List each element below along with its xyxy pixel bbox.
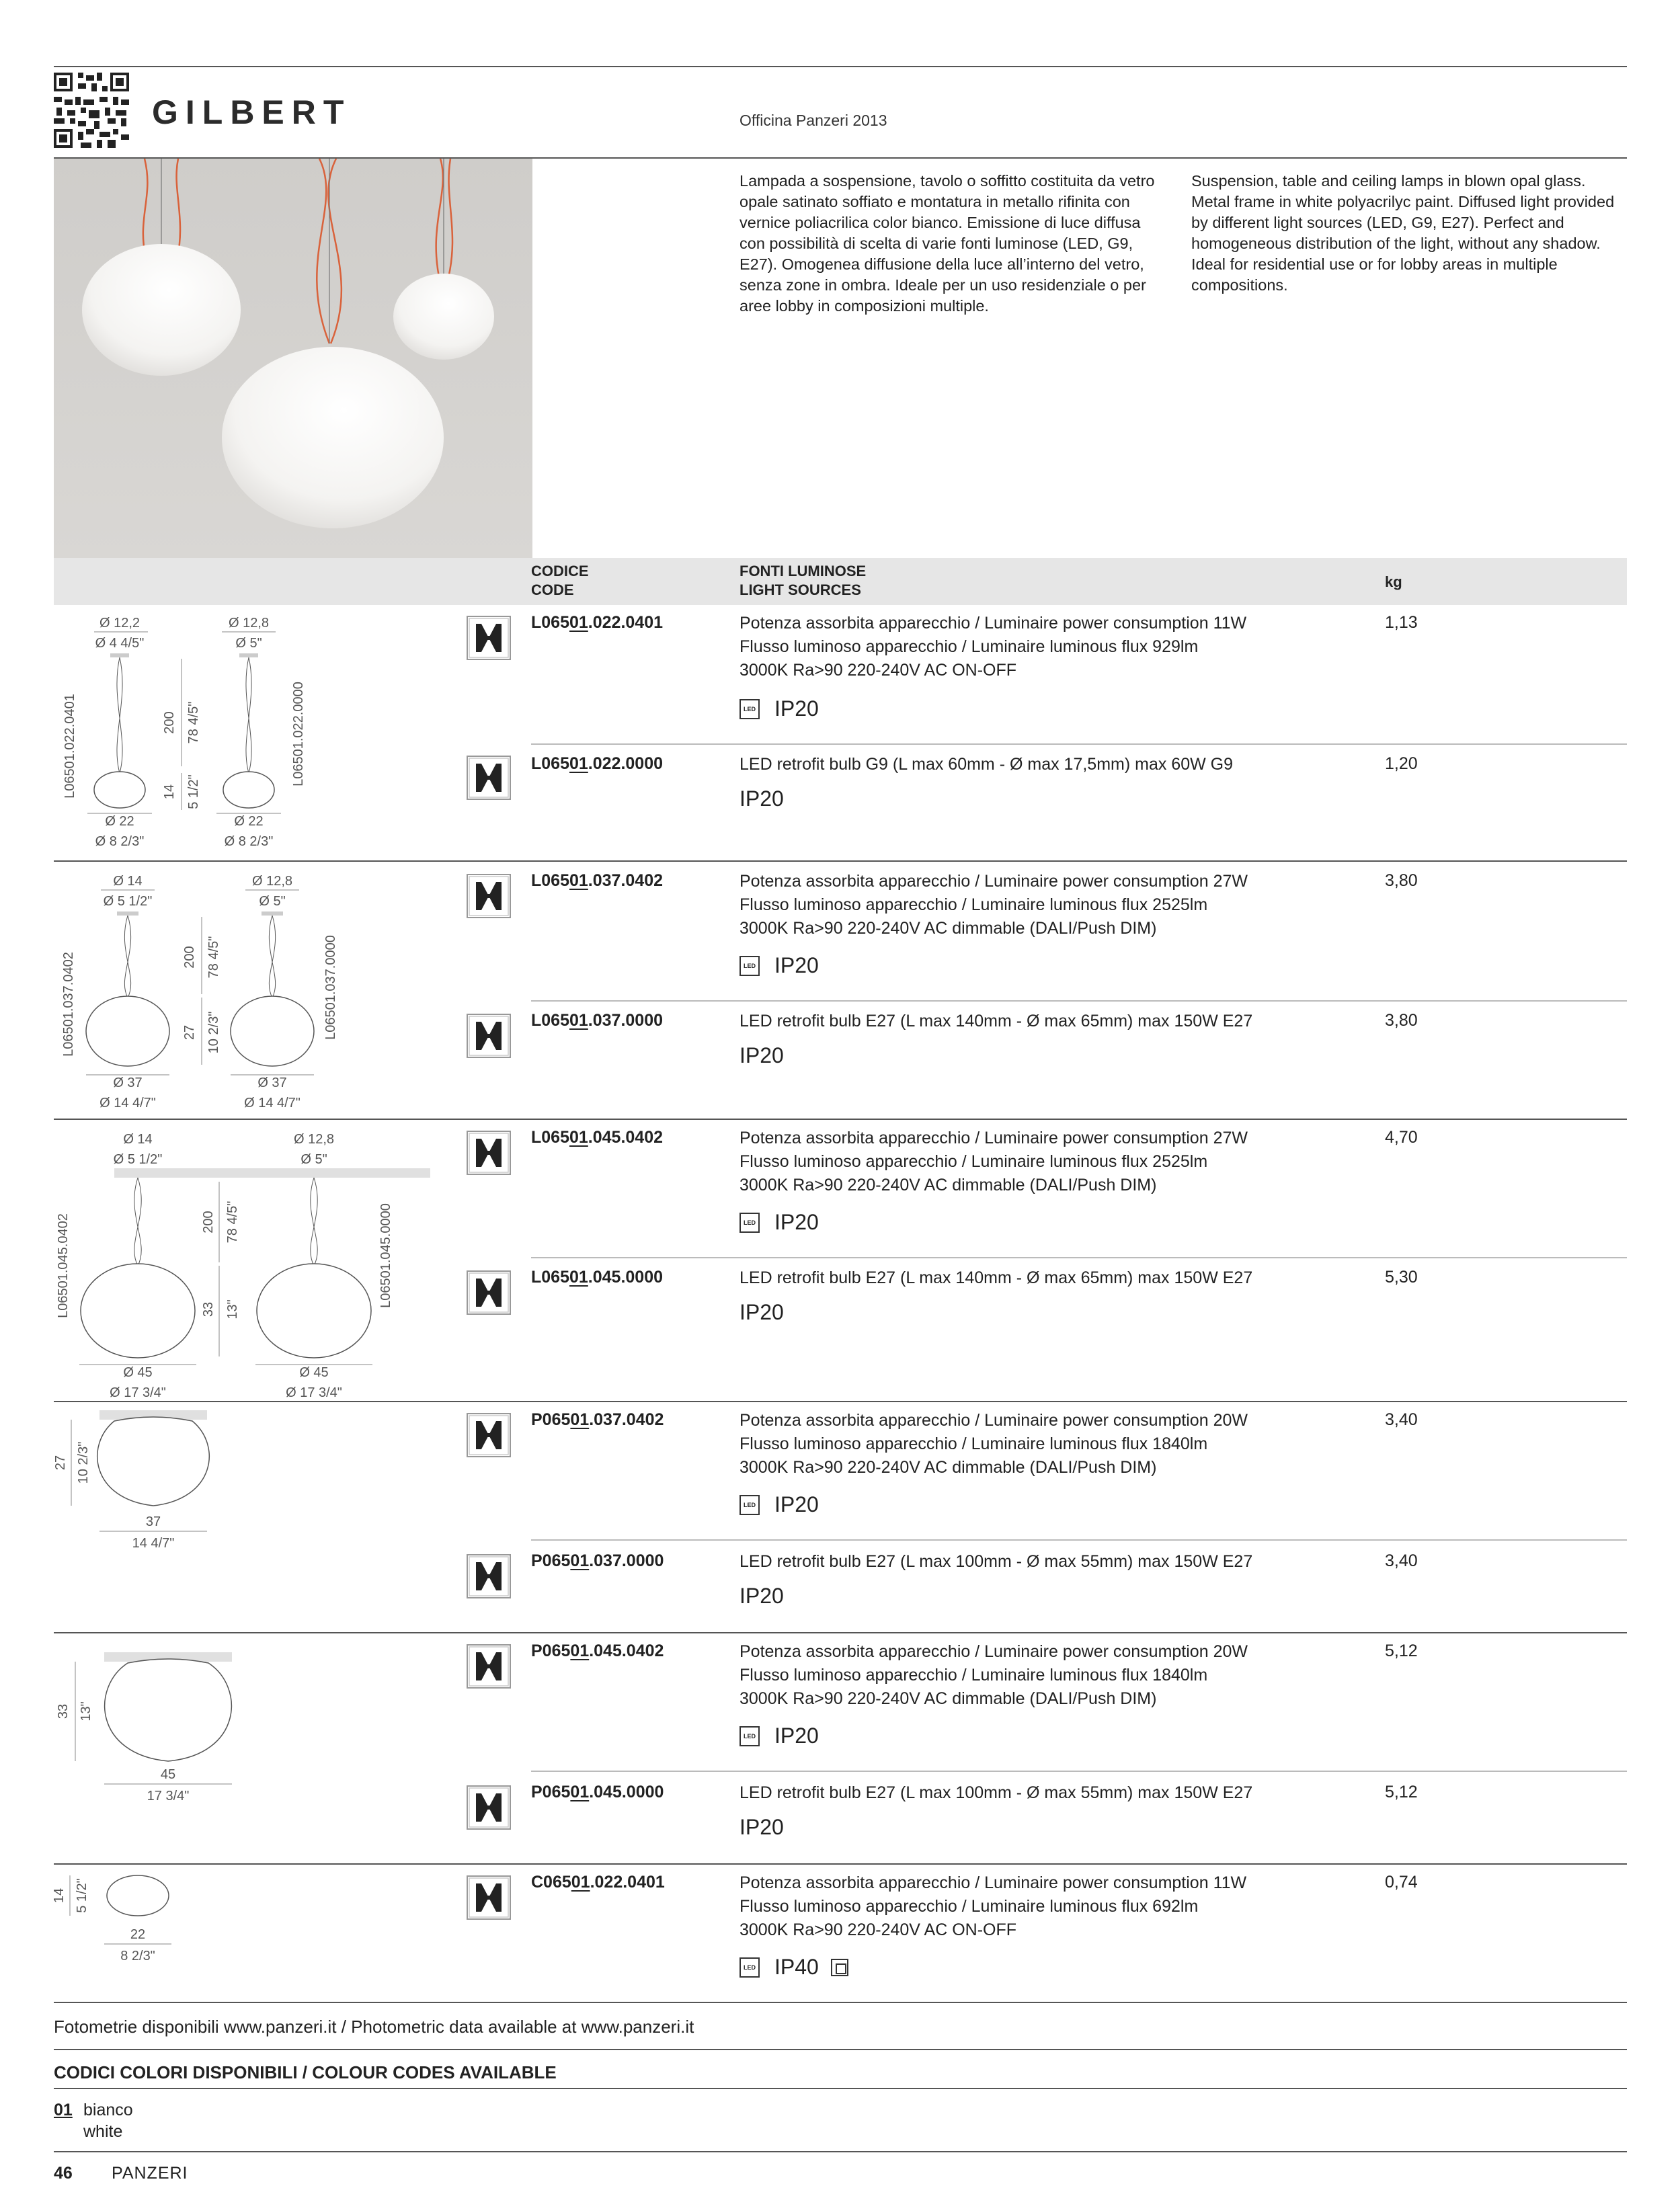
row-divider [531,743,1627,745]
svg-text:Ø 8 2/3": Ø 8 2/3" [224,834,274,849]
svg-text:13": 13" [225,1299,240,1320]
group-divider [54,1119,1627,1120]
dimming-type-icon [467,1785,511,1830]
ip-rating: LED IP20 [739,1210,819,1235]
table-header [54,558,1627,605]
svg-text:Ø 5 1/2": Ø 5 1/2" [103,894,153,909]
qr-code-icon[interactable] [54,73,129,148]
designer-credit: Officina Panzeri 2013 [739,112,887,129]
led-badge-icon: LED [739,1495,760,1515]
dimming-type-icon [467,1554,511,1598]
ip-rating: LED IP20 [739,1723,819,1748]
led-badge-icon: LED [739,1726,760,1746]
product-weight: 3,40 [1385,1551,1418,1570]
svg-text:5 1/2": 5 1/2" [186,774,201,809]
header-code-en: CODE [531,581,574,598]
svg-text:27: 27 [53,1455,68,1471]
ip-rating: LED IP20 [739,953,819,978]
svg-text:Ø 5 1/2": Ø 5 1/2" [113,1152,163,1167]
technical-drawing-ceiling-large [40,1640,296,1808]
dimming-type-icon [467,1014,511,1058]
description-english: Suspension, table and ceiling lamps in blown opal glass. Metal frame in white polyacrilyc paint. Diffused light provided by different light sources (LED, G9, E27). Perfect and homogeneous distribution of the light, without any shadow. Ideal for residential use or for lobby areas in multiple compositions. [1191,172,1615,294]
product-weight: 5,12 [1385,1641,1418,1660]
product-specs: Potenza assorbita apparecchio / Luminaire power consumption 11W Flusso luminoso apparecchio / Luminaire luminous flux 929lm 3000K Ra>90 220-240V AC ON-OFF [739,614,1247,680]
technical-drawing-large-pendant [54,1121,457,1400]
svg-text:Ø 5": Ø 5" [235,636,262,651]
product-specs: LED retrofit bulb E27 (L max 100mm - Ø max 55mm) max 150W E27 [739,1783,1253,1802]
svg-text:Ø 4 4/5": Ø 4 4/5" [95,636,145,651]
description-italian: Lampada a sospensione, tavolo o soffitto costituita da vetro opale satinato soffiato e montatura in metallo rifinita con vernice poliacrilica color bianco. Emissione di luce diffusa con possibilità di scelta di varie fonti luminose (LED, G9, E27). Omogenea diffusione della luce all’interno del vetro, senza zone in ombra. Ideale per un uso residenziale o per aree lobby in composizioni multiple. [739,172,1155,315]
product-specs: Potenza assorbita apparecchio / Luminaire power consumption 27W Flusso luminoso apparecchio / Luminaire luminous flux 2525lm 3000K Ra>90 220-240V AC dimmable (DALI/Push DIM) [739,872,1248,938]
group-divider [54,1632,1627,1633]
svg-text:Ø 22: Ø 22 [105,814,134,829]
row-divider [531,1000,1627,1002]
product-code: L06501.022.0000 [531,754,664,773]
product-code: L06501.037.0402 [531,871,664,890]
ip-rating: IP20 [739,786,784,811]
svg-text:L06501.037.0402: L06501.037.0402 [61,952,76,1057]
product-specs: Potenza assorbita apparecchio / Luminaire power consumption 20W Flusso luminoso apparecchio / Luminaire luminous flux 1840lm 3000K Ra>90 220-240V AC dimmable (DALI/Push DIM) [739,1411,1248,1477]
colour-name-english: white [83,2122,123,2141]
led-badge-icon: LED [739,956,760,976]
product-weight: 5,30 [1385,1268,1418,1287]
group-divider [54,1401,1627,1402]
product-specs: LED retrofit bulb E27 (L max 100mm - Ø max 55mm) max 150W E27 [739,1552,1253,1571]
footer-brand: PANZERI [112,2164,188,2183]
led-badge-icon: LED [739,1213,760,1233]
svg-text:13": 13" [79,1701,93,1721]
colour-heading-rule [54,2088,1627,2089]
led-badge-icon: LED [739,699,760,719]
svg-text:L06501.037.0000: L06501.037.0000 [323,935,338,1040]
svg-text:200: 200 [201,1211,216,1233]
dimming-type-icon [467,1270,511,1315]
colour-section-rule [54,2049,1627,2050]
product-specs: Potenza assorbita apparecchio / Luminaire power consumption 20W Flusso luminoso apparecchio / Luminaire luminous flux 1840lm 3000K Ra>90 220-240V AC dimmable (DALI/Push DIM) [739,1642,1248,1708]
row-divider [531,1257,1627,1258]
dimming-type-icon [467,756,511,800]
header-top-rule [54,66,1627,67]
footer-top-rule [54,2002,1627,2003]
product-specs: LED retrofit bulb G9 (L max 60mm - Ø max 17,5mm) max 60W G9 [739,755,1233,774]
svg-text:17 3/4": 17 3/4" [147,1789,190,1803]
ip-rating: LED IP20 [739,696,819,721]
row-divider [531,1771,1627,1772]
product-weight: 3,40 [1385,1410,1418,1429]
page-number: 46 [54,2164,73,2183]
product-specs: Potenza assorbita apparecchio / Luminaire power consumption 27W Flusso luminoso apparecchio / Luminaire luminous flux 2525lm 3000K Ra>90 220-240V AC dimmable (DALI/Push DIM) [739,1129,1248,1194]
product-specs: Potenza assorbita apparecchio / Luminaire power consumption 11W Flusso luminoso apparecchio / Luminaire luminous flux 692lm 3000K Ra>90 220-240V AC ON-OFF [739,1873,1247,1939]
svg-text:14 4/7": 14 4/7" [132,1536,175,1551]
svg-text:L06501.045.0000: L06501.045.0000 [378,1203,393,1308]
svg-text:L06501.045.0402: L06501.045.0402 [56,1213,71,1318]
svg-text:78 4/5": 78 4/5" [225,1201,240,1244]
technical-drawing-ceiling-medium [40,1405,282,1559]
product-specs: LED retrofit bulb E27 (L max 140mm - Ø max 65mm) max 150W E27 [739,1268,1253,1287]
svg-text:Ø 8 2/3": Ø 8 2/3" [95,834,145,849]
technical-drawing-medium-pendant [54,863,430,1119]
svg-text:Ø 17 3/4": Ø 17 3/4" [286,1385,342,1400]
product-photo [54,159,532,558]
svg-text:22: 22 [130,1927,146,1942]
ip-rating: LED IP20 [739,1492,819,1517]
dimming-type-icon [467,1875,511,1920]
technical-drawing-table-small [40,1869,242,1983]
ip-rating: IP20 [739,1584,784,1608]
svg-text:Ø 12,8: Ø 12,8 [293,1132,335,1147]
colour-name-italian: bianco [83,2101,133,2119]
dimming-type-icon [467,616,511,660]
svg-text:Ø 5": Ø 5" [259,894,286,909]
svg-text:Ø 14 4/7": Ø 14 4/7" [244,1096,301,1110]
svg-text:14: 14 [162,784,177,800]
product-code: L06501.045.0000 [531,1268,664,1287]
svg-text:37: 37 [145,1514,161,1529]
header-source-it: FONTI LUMINOSE [739,563,867,579]
product-code: P06501.037.0000 [531,1551,664,1570]
product-code: C06501.022.0401 [531,1873,665,1892]
group-divider [54,860,1627,862]
product-family-title: GILBERT [152,93,352,131]
dimming-type-icon [467,1131,511,1175]
svg-text:45: 45 [160,1767,176,1782]
dimming-type-icon [467,1413,511,1457]
svg-text:Ø 12,8: Ø 12,8 [251,874,293,889]
group-divider [54,1863,1627,1865]
header-code-it: CODICE [531,563,589,579]
svg-text:14: 14 [52,1888,67,1904]
svg-text:Ø 12,2: Ø 12,2 [99,616,141,631]
colour-codes-heading: CODICI COLORI DISPONIBILI / COLOUR CODES AVAILABLE [54,2062,557,2082]
product-code: P06501.045.0402 [531,1641,664,1660]
product-code: P06501.045.0000 [531,1783,664,1801]
svg-text:10 2/3": 10 2/3" [206,1011,221,1054]
svg-text:27: 27 [182,1024,197,1041]
ip-rating: IP20 [739,1815,784,1839]
class-ii-insulation-icon [831,1959,848,1976]
svg-text:10 2/3": 10 2/3" [76,1441,91,1484]
led-badge-icon: LED [739,1957,760,1978]
product-code: L06501.022.0401 [531,613,664,632]
svg-text:Ø 17 3/4": Ø 17 3/4" [110,1385,166,1400]
svg-text:78 4/5": 78 4/5" [206,936,221,979]
row-divider [531,1539,1627,1541]
product-code: L06501.045.0402 [531,1128,664,1147]
photometric-note: Fotometrie disponibili www.panzeri.it / Photometric data available at www.panzeri.it [54,2017,694,2037]
colour-code: 01 [54,2101,73,2119]
svg-text:8 2/3": 8 2/3" [120,1949,155,1963]
footer-bottom-rule [54,2151,1627,2152]
ip-rating: LED IP40 [739,1955,848,1980]
product-specs: LED retrofit bulb E27 (L max 140mm - Ø max 65mm) max 150W E27 [739,1012,1253,1030]
product-weight: 4,70 [1385,1128,1418,1147]
svg-text:Ø 12,8: Ø 12,8 [228,616,270,631]
svg-text:Ø 22: Ø 22 [234,814,264,829]
svg-text:L06501.022.0000: L06501.022.0000 [291,682,306,786]
header-weight: kg [1385,573,1402,590]
svg-text:Ø 45: Ø 45 [123,1365,153,1380]
svg-text:200: 200 [182,946,197,969]
svg-text:Ø 45: Ø 45 [299,1365,329,1380]
svg-text:Ø 14: Ø 14 [123,1132,153,1147]
svg-text:Ø 37: Ø 37 [113,1076,143,1090]
svg-text:Ø 5": Ø 5" [301,1152,327,1167]
dimming-type-icon [467,1644,511,1689]
svg-text:Ø 37: Ø 37 [257,1076,287,1090]
svg-text:5 1/2": 5 1/2" [75,1878,89,1913]
ip-rating: IP20 [739,1300,784,1324]
product-code: L06501.037.0000 [531,1011,664,1030]
dimming-type-icon [467,874,511,918]
svg-text:Ø 14 4/7": Ø 14 4/7" [99,1096,156,1110]
product-weight: 0,74 [1385,1873,1418,1892]
svg-text:Ø 14: Ø 14 [113,874,143,889]
technical-drawing-small-pendant [54,605,430,860]
product-weight: 5,12 [1385,1783,1418,1801]
ip-rating: IP20 [739,1043,784,1067]
svg-text:33: 33 [201,1301,216,1317]
product-weight: 3,80 [1385,1011,1418,1030]
product-weight: 1,13 [1385,613,1418,632]
product-weight: 1,20 [1385,754,1418,773]
svg-text:33: 33 [56,1703,71,1719]
svg-text:L06501.022.0401: L06501.022.0401 [63,694,77,799]
product-weight: 3,80 [1385,871,1418,890]
product-code: P06501.037.0402 [531,1410,664,1429]
header-source-en: LIGHT SOURCES [739,581,861,598]
svg-text:200: 200 [162,711,177,734]
svg-text:78 4/5": 78 4/5" [186,701,201,744]
